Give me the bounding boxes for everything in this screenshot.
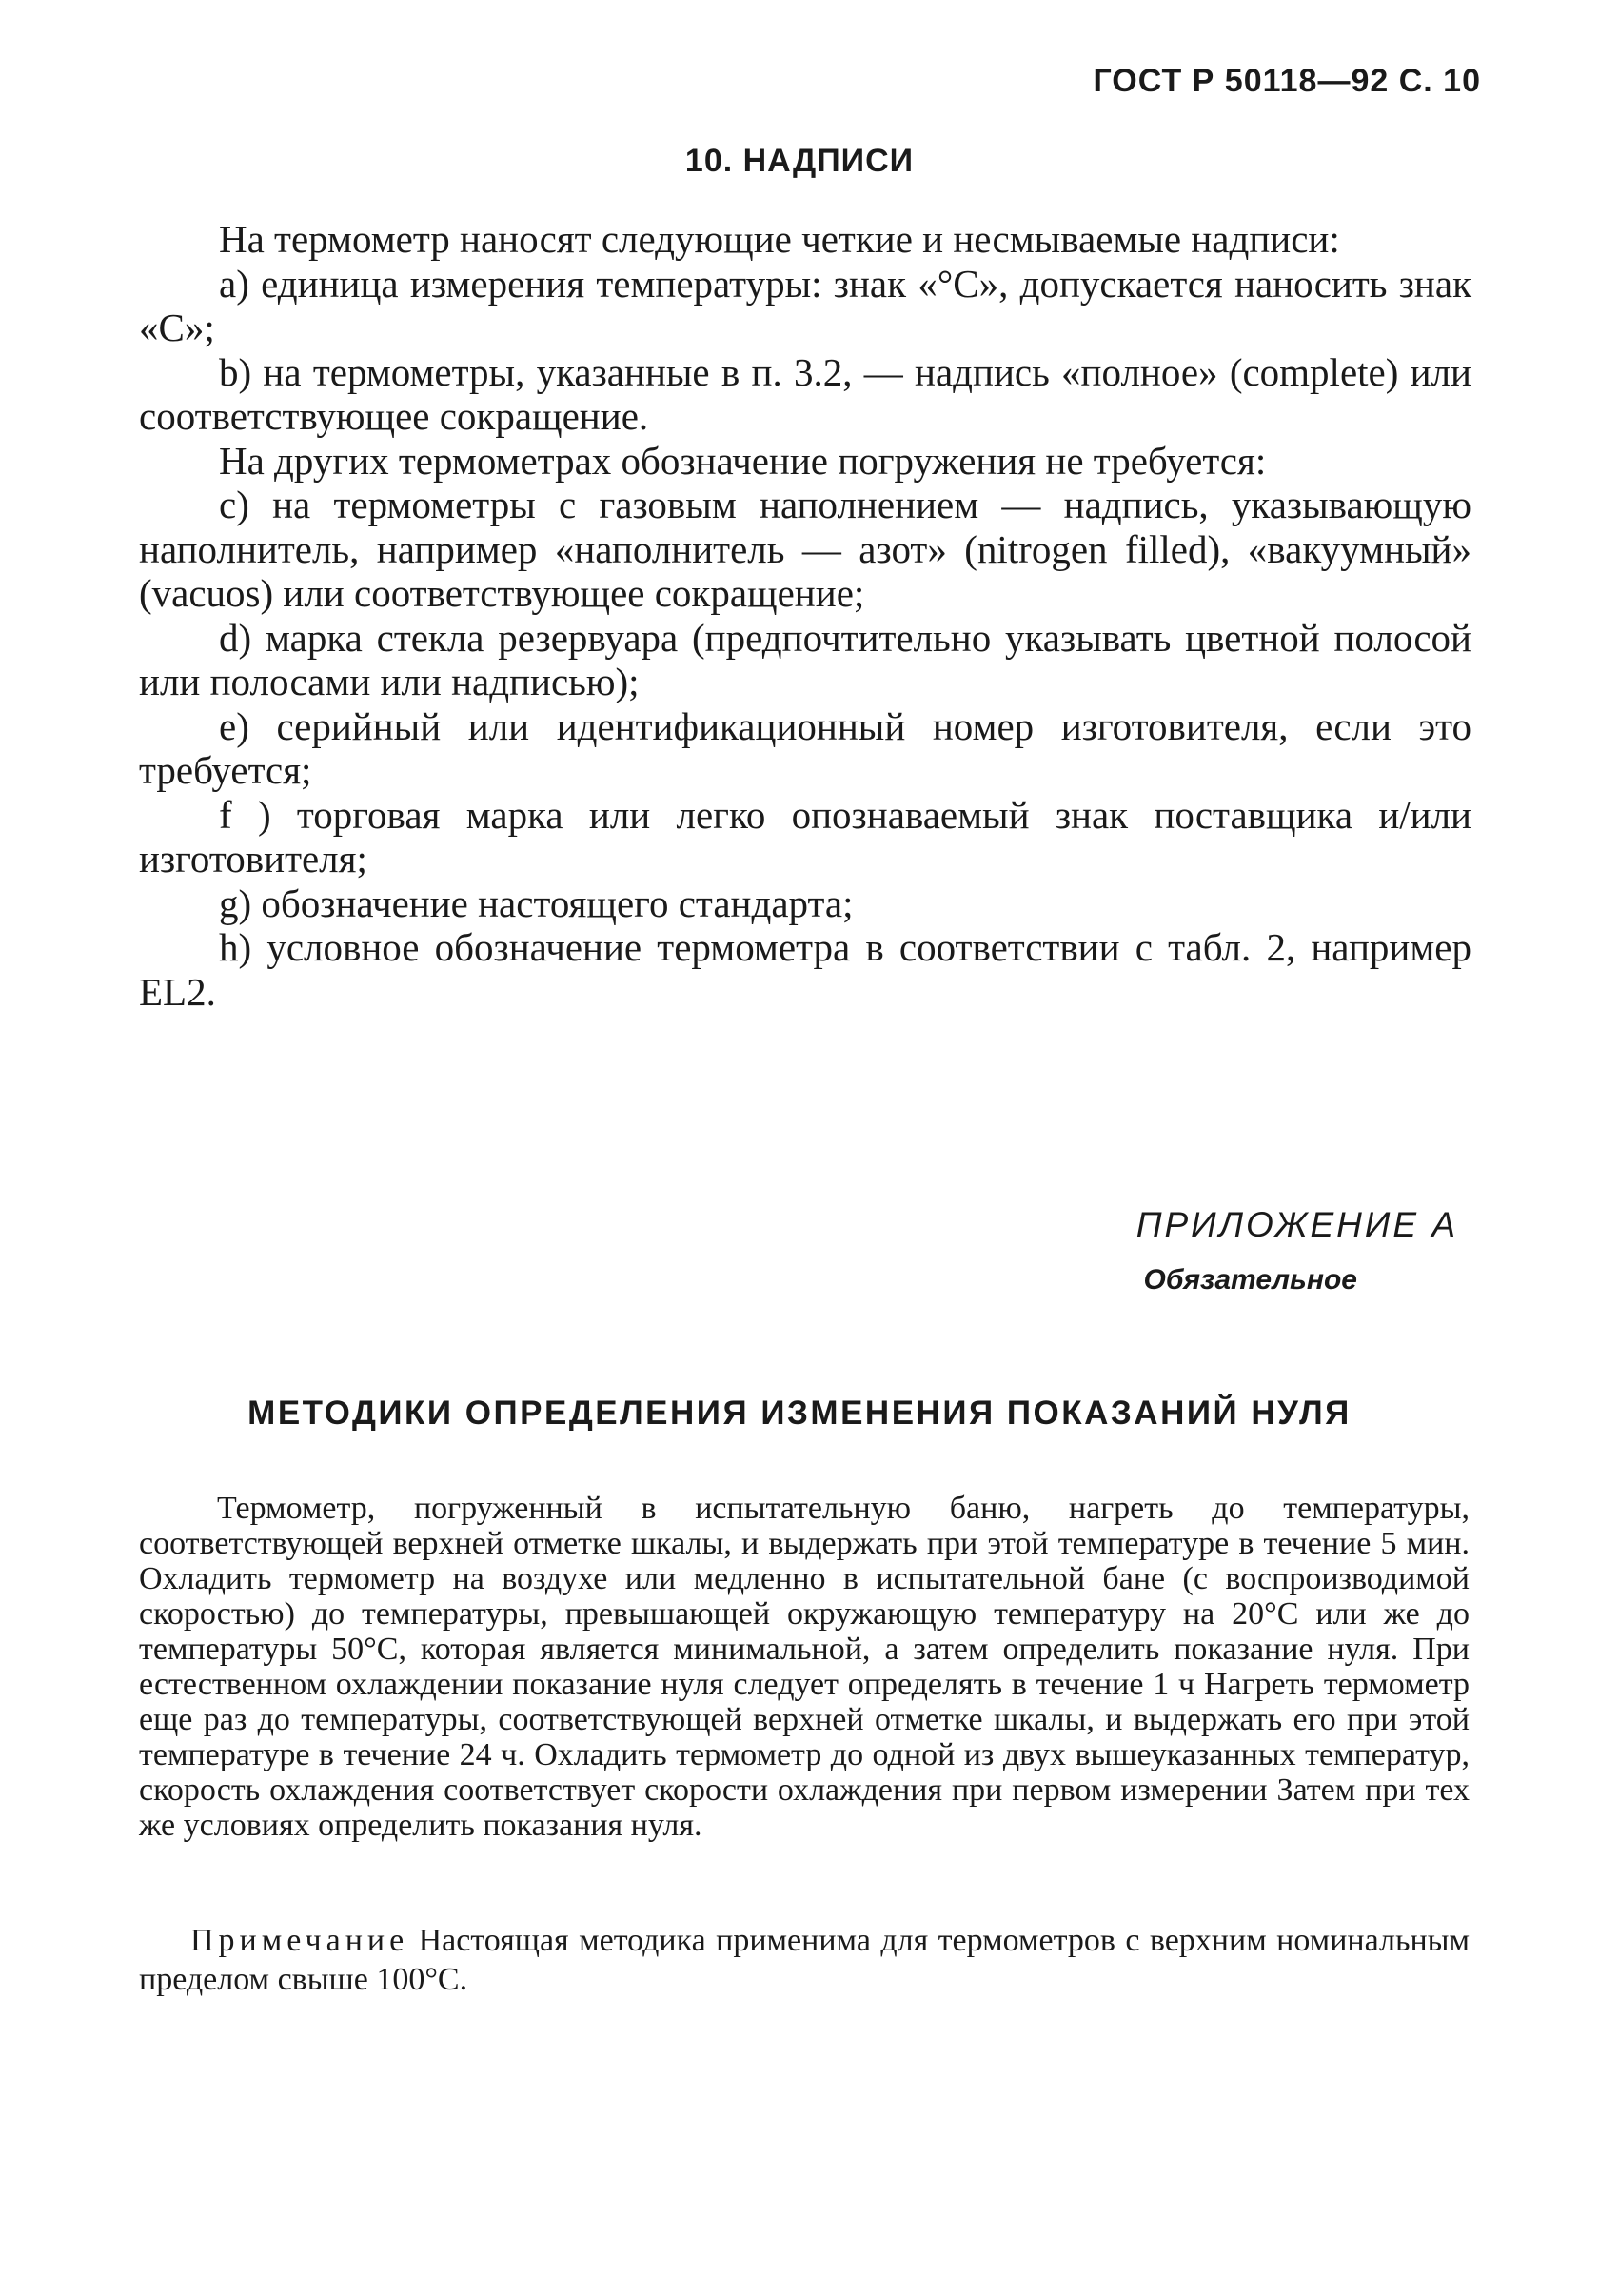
list-item-b: b) на термометры, указанные в п. 3.2, — надпись «полное» (complete) или соответствующее сокращение. bbox=[139, 349, 1471, 438]
appendix-label: ПРИЛОЖЕНИЕ А bbox=[1135, 1205, 1458, 1244]
immersion-note: На других термометрах обозначение погружения не требуется: bbox=[219, 438, 1267, 483]
list-item-e: e) серийный или идентификационный номер изготовителя, если это требуется; bbox=[139, 703, 1471, 792]
section-intro: На термометр наносят следующие четкие и несмываемые надписи: bbox=[219, 217, 1340, 261]
section-body bbox=[139, 217, 1471, 1014]
appendix-note bbox=[139, 1921, 1470, 1999]
list-item-f: f ) торговая марка или легко опознаваемый знак поставщика и/или изготовителя; bbox=[139, 792, 1471, 881]
list-item-h: h) условное обозначение термометра в соответствии с табл. 2, например EL2. bbox=[139, 925, 1471, 1014]
list-item-d: d) марка стекла резервуара (предпочтительно указывать цветной полосой или полосами или надписью); bbox=[139, 615, 1471, 703]
appendix-body bbox=[139, 1491, 1470, 1843]
appendix-title: МЕТОДИКИ ОПРЕДЕЛЕНИЯ ИЗМЕНЕНИЯ ПОКАЗАНИЙ НУЛЯ bbox=[247, 1395, 1352, 1432]
list-item-a: a) единица измерения температуры: знак «°С», допускается наносить знак «С»; bbox=[139, 261, 1471, 349]
running-header: ГОСТ Р 50118—92 С. 10 bbox=[1093, 63, 1481, 99]
section-title: 10. НАДПИСИ bbox=[684, 143, 915, 179]
list-item-c: c) на термометры с газовым наполнением — надпись, указывающую наполнитель, например «наполнитель — азот» (nitrogen filled), «вакуумный» (vacuos) или соответствующее сокращение; bbox=[139, 483, 1471, 615]
appendix-status: Обязательное bbox=[1143, 1264, 1357, 1296]
list-item-g: g) обозначение настоящего стандарта; bbox=[219, 881, 854, 925]
note-label: Примечание bbox=[190, 1923, 409, 1958]
appendix-paragraph: Термометр, погруженный в испытательную баню, нагреть до температуры, соответствующей верхней отметке шкалы, и выдержать при этой температуре в течение 5 мин. Охладить термометр на воздухе или медленно в испытательной бане (с воспроизводимой скоростью) до температуры, превышающей окружающую температуру на 20°С или же до температуры 50°С, которая является минимальной, а затем определить показание нуля. При естественном охлаждении показание нуля следует определять в течение 1 ч Нагреть термометр еще раз до температуры, соответствующей верхней отметке шкалы, и выдержать его при этой температуре в течение 24 ч. Охладить термометр до одной из двух вышеуказанных температур, скорость охлаждения соответствует скорости охлаждения при первом измерении Затем при тех же условиях определить показания нуля. bbox=[139, 1491, 1470, 1843]
note-text: Настоящая методика применима для термометров с верхним номинальным пределом свыше 100°С. bbox=[139, 1923, 1471, 1997]
